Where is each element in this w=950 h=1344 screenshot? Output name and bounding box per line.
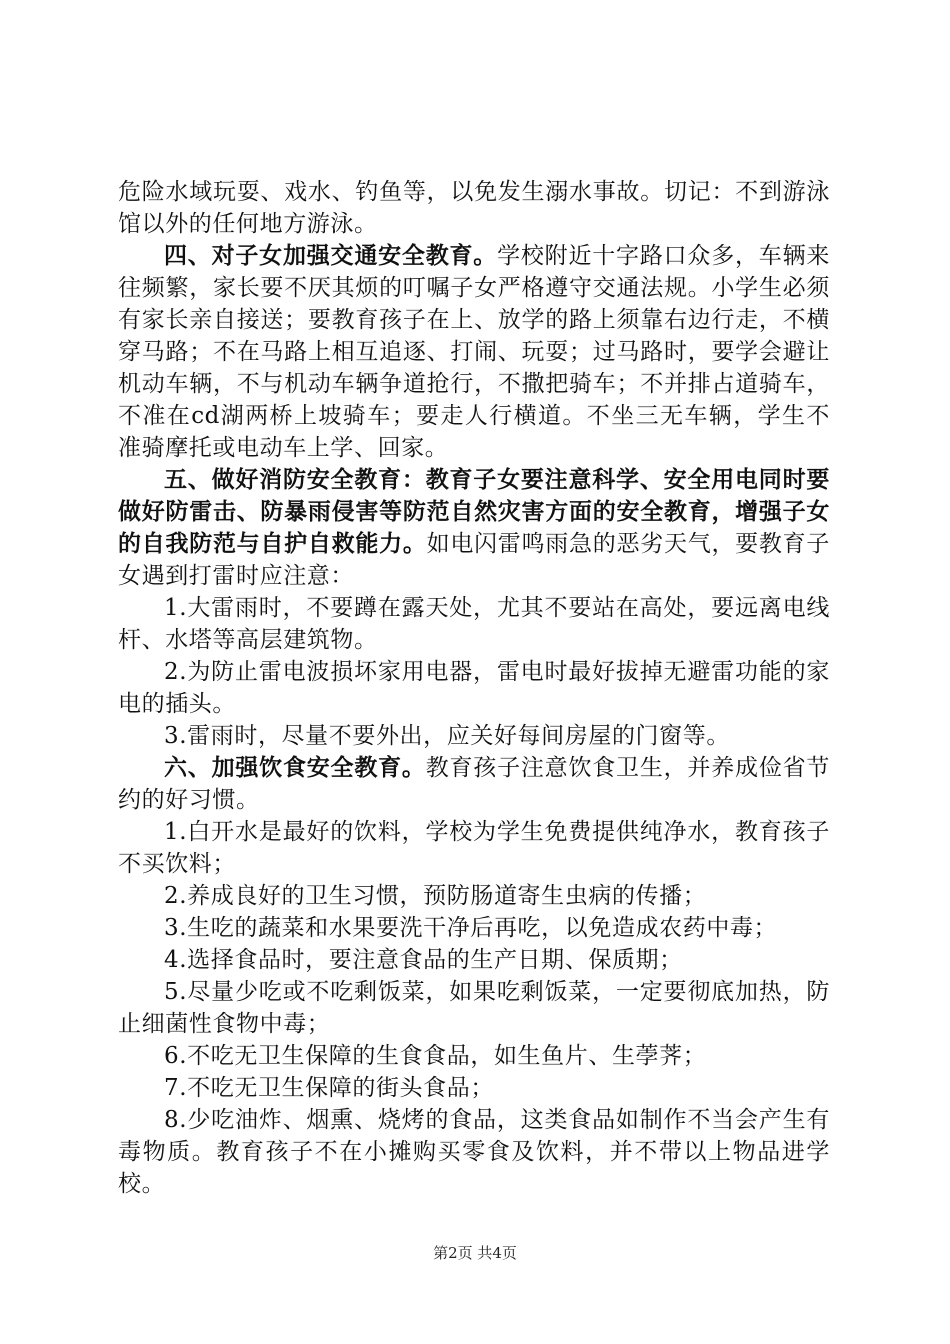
list-item-text: 8.少吃油炸、烟熏、烧烤的食品，这类食品如制作不当会产生有毒物质。教育孩子不在小摊购买零食及饮料，并不带以上物品进学校。: [118, 1107, 830, 1197]
list-item-thunder-1: [118, 592, 830, 656]
paragraph-text: 学校附近十字路口众多，车辆来往频繁，家长要不厌其烦的叮嘱子女严格遵守交通法规。小学生必须有家长亲自接送；要教育孩子在上、放学的路上须靠右边行走，不横穿马路；不在马路上相互追逐、打闹、玩耍；过马路时，要学会避让机动车辆，不与机动车辆争道抢行，不撒把骑车；不并排占道骑车，不准在cd湖两桥上坡骑车；要走人行横道。不坐三无车辆，学生不准骑摩托或电动车上学、回家。: [118, 243, 830, 461]
list-item-text: 3.雷雨时，尽量不要外出，应关好每间房屋的门窗等。: [164, 723, 730, 749]
list-item-text: 5.尽量少吃或不吃剩饭菜，如果吃剩饭菜，一定要彻底加热，防止细菌性食物中毒；: [118, 979, 830, 1037]
paragraph-text: 教育孩子注意饮食卫生，并养成俭省节约的好习惯。: [118, 755, 830, 813]
list-item-food-7: [118, 1072, 830, 1104]
list-item-food-1: [118, 816, 830, 880]
list-item-thunder-3: [118, 720, 830, 752]
list-item-text: 2.养成良好的卫生习惯，预防肠道寄生虫病的传播；: [164, 883, 707, 909]
paragraph-swimming-continuation: [118, 176, 830, 240]
list-item-text: 1.大雷雨时，不要蹲在露天处，尤其不要站在高处，要远离电线杆、水塔等高层建筑物。: [118, 595, 830, 653]
list-item-food-3: [118, 912, 830, 944]
paragraph-fire-safety: [118, 464, 830, 592]
list-item-text: 3.生吃的蔬菜和水果要洗干净后再吃，以免造成农药中毒；: [164, 915, 778, 941]
list-item-food-6: [118, 1040, 830, 1072]
list-item-thunder-2: [118, 656, 830, 720]
list-item-food-5: [118, 976, 830, 1040]
page-number-footer: 第2页 共4页: [433, 1244, 517, 1262]
document-body: [118, 176, 830, 1200]
list-item-food-2: [118, 880, 830, 912]
list-item-food-8: [118, 1104, 830, 1200]
paragraph-traffic-safety: [118, 240, 830, 464]
list-item-text: 4.选择食品时，要注意食品的生产日期、保质期；: [164, 947, 683, 973]
list-item-text: 7.不吃无卫生保障的街头食品；: [164, 1075, 494, 1101]
paragraph-text: 危险水域玩耍、戏水、钓鱼等，以免发生溺水事故。切记：不到游泳馆以外的任何地方游泳。: [118, 179, 830, 237]
paragraph-text: 如电闪雷鸣雨急的恶劣天气，要教育子女遇到打雷时应注意：: [118, 531, 830, 589]
list-item-food-4: [118, 944, 830, 976]
section-heading-food: 六、加强饮食安全教育。: [164, 754, 426, 781]
section-heading-traffic: 四、对子女加强交通安全教育。: [164, 242, 498, 269]
list-item-text: 2.为防止雷电波损坏家用电器，雷电时最好拔掉无避雷功能的家电的插头。: [118, 659, 830, 717]
section-heading-fire: 五、做好消防安全教育：教育子女要注意科学、安全用电同时要做好防雷击、防暴雨侵害等防范自然灾害方面的安全教育，增强子女的自我防范与自护自救能力。: [118, 466, 830, 557]
list-item-text: 6.不吃无卫生保障的生食食品，如生鱼片、生荸荠；: [164, 1043, 707, 1069]
list-item-text: 1.白开水是最好的饮料，学校为学生免费提供纯净水，教育孩子不买饮料；: [118, 819, 830, 877]
paragraph-food-safety: [118, 752, 830, 816]
